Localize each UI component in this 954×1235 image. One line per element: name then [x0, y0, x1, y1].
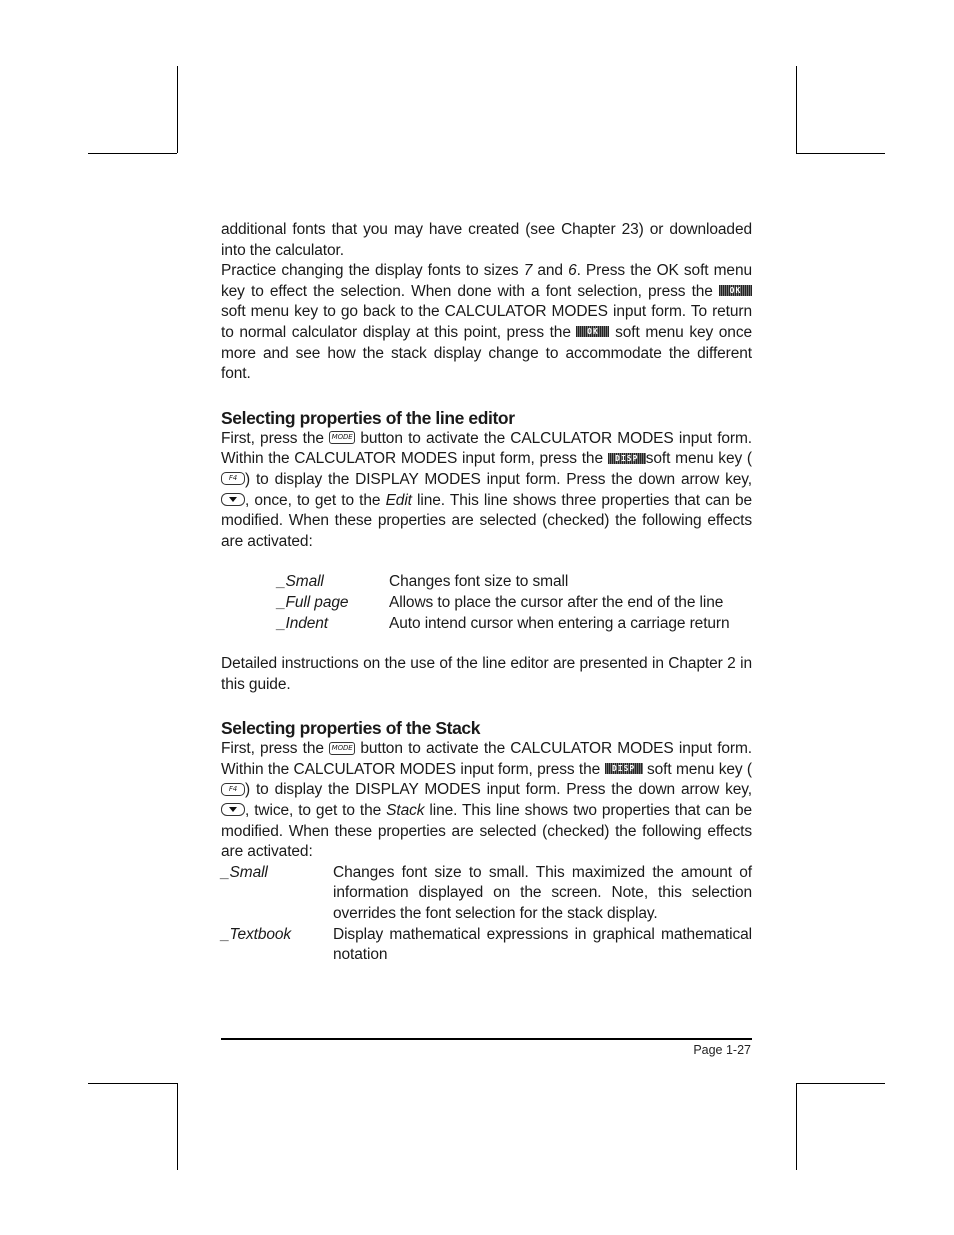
property-name: _Indent [277, 614, 329, 632]
down-arrow-key [221, 493, 245, 506]
crop-mark [177, 1083, 178, 1170]
section-heading-line-editor: Selecting properties of the line editor [221, 407, 515, 428]
mode-key: MODE [329, 431, 355, 444]
crop-mark [796, 153, 885, 154]
crop-mark [796, 1083, 797, 1170]
property-row [277, 593, 752, 614]
property-name: _Small [277, 573, 324, 591]
text-run: additional fonts that you may have created (see Chapter 23) or downloaded into the calculator. [221, 221, 752, 259]
italic-term: 6 [568, 262, 577, 280]
text-run: line. This line shows three properties that can be modified. When these properties are selected (checked) the following effects are activated: [221, 491, 752, 550]
text-run: , once, to get to the [245, 491, 386, 509]
disp-soft-key: DISP [608, 453, 646, 464]
property-description: Changes font size to small [389, 573, 569, 591]
text-run: soft menu key ( [645, 450, 752, 468]
text-run: soft menu key to go back to the CALCULATOR MODES input form. To return to normal calculator display at this point, press the [221, 303, 752, 341]
ok-soft-key: OK [576, 326, 609, 337]
property-row [221, 863, 752, 925]
italic-term: 7 [523, 262, 533, 280]
crop-mark [796, 1083, 885, 1084]
text-run: soft menu key ( [642, 760, 752, 778]
text-run: soft menu key once more and see how the stack display change to accommodate the different font. [221, 323, 752, 383]
italic-term: Stack [386, 802, 425, 820]
page-body [221, 220, 752, 966]
line-editor-instructions [221, 429, 752, 553]
property-name: _Small [221, 863, 268, 881]
crop-mark [88, 1083, 177, 1084]
down-arrow-key [221, 803, 245, 816]
crop-mark [796, 66, 797, 153]
text-run: First, press the [221, 740, 330, 758]
stack-properties-list [221, 863, 752, 966]
property-description: Changes font size to small. This maximized the amount of information displayed on the screen. Note, this selection overrides the font selection for the stack display. [333, 863, 752, 923]
property-description: Display mathematical expressions in graphical mathematical notation [333, 925, 752, 964]
ok-soft-key: OK [719, 285, 752, 296]
text-run: button to activate the CALCULATOR MODES input form. Within the CALCULATOR MODES input form, press the [221, 740, 752, 778]
text-run: . Press the OK soft menu key to effect the selection. When done with a font selection, press the [221, 262, 752, 300]
property-name: _Full page [277, 593, 349, 611]
italic-term: Edit [385, 491, 412, 509]
stack-instructions [221, 739, 752, 863]
footer-rule [221, 1038, 752, 1040]
property-row [277, 572, 752, 593]
f4-key: F4 [221, 783, 245, 796]
property-description: Allows to place the cursor after the end of the line [389, 593, 724, 611]
page-number: Page 1-27 [693, 1043, 751, 1057]
intro-paragraph-2 [221, 261, 752, 385]
disp-soft-key: DISP [605, 763, 643, 774]
intro-paragraph-1 [221, 220, 752, 261]
section-heading-stack: Selecting properties of the Stack [221, 718, 481, 739]
text-run: First, press the [221, 429, 330, 447]
text-run: ) to display the DISPLAY MODES input form. Press the down arrow key, [245, 781, 752, 799]
line-editor-note: Detailed instructions on the use of the line editor are presented in Chapter 2 in this guide. [221, 655, 752, 693]
text-run: ) to display the DISPLAY MODES input form. Press the down arrow key, [245, 470, 752, 488]
f4-key: F4 [221, 472, 245, 485]
text-run: button to activate the CALCULATOR MODES input form. Within the CALCULATOR MODES input form, press the [221, 429, 752, 468]
property-name: _Textbook [221, 925, 292, 943]
text-run: and [532, 262, 569, 280]
crop-mark [177, 66, 178, 153]
property-description: Auto intend cursor when entering a carriage return [389, 614, 730, 632]
text-run: line. This line shows two properties that can be modified. When these properties are selected (checked) the following effects are activated: [221, 802, 752, 861]
mode-key: MODE [329, 742, 355, 755]
text-run: Practice changing the display fonts to sizes [221, 262, 524, 280]
crop-mark [88, 153, 177, 154]
text-run: , twice, to get to the [245, 802, 387, 820]
line-editor-properties-list [221, 572, 752, 634]
property-row [277, 614, 752, 635]
property-row [221, 925, 752, 966]
